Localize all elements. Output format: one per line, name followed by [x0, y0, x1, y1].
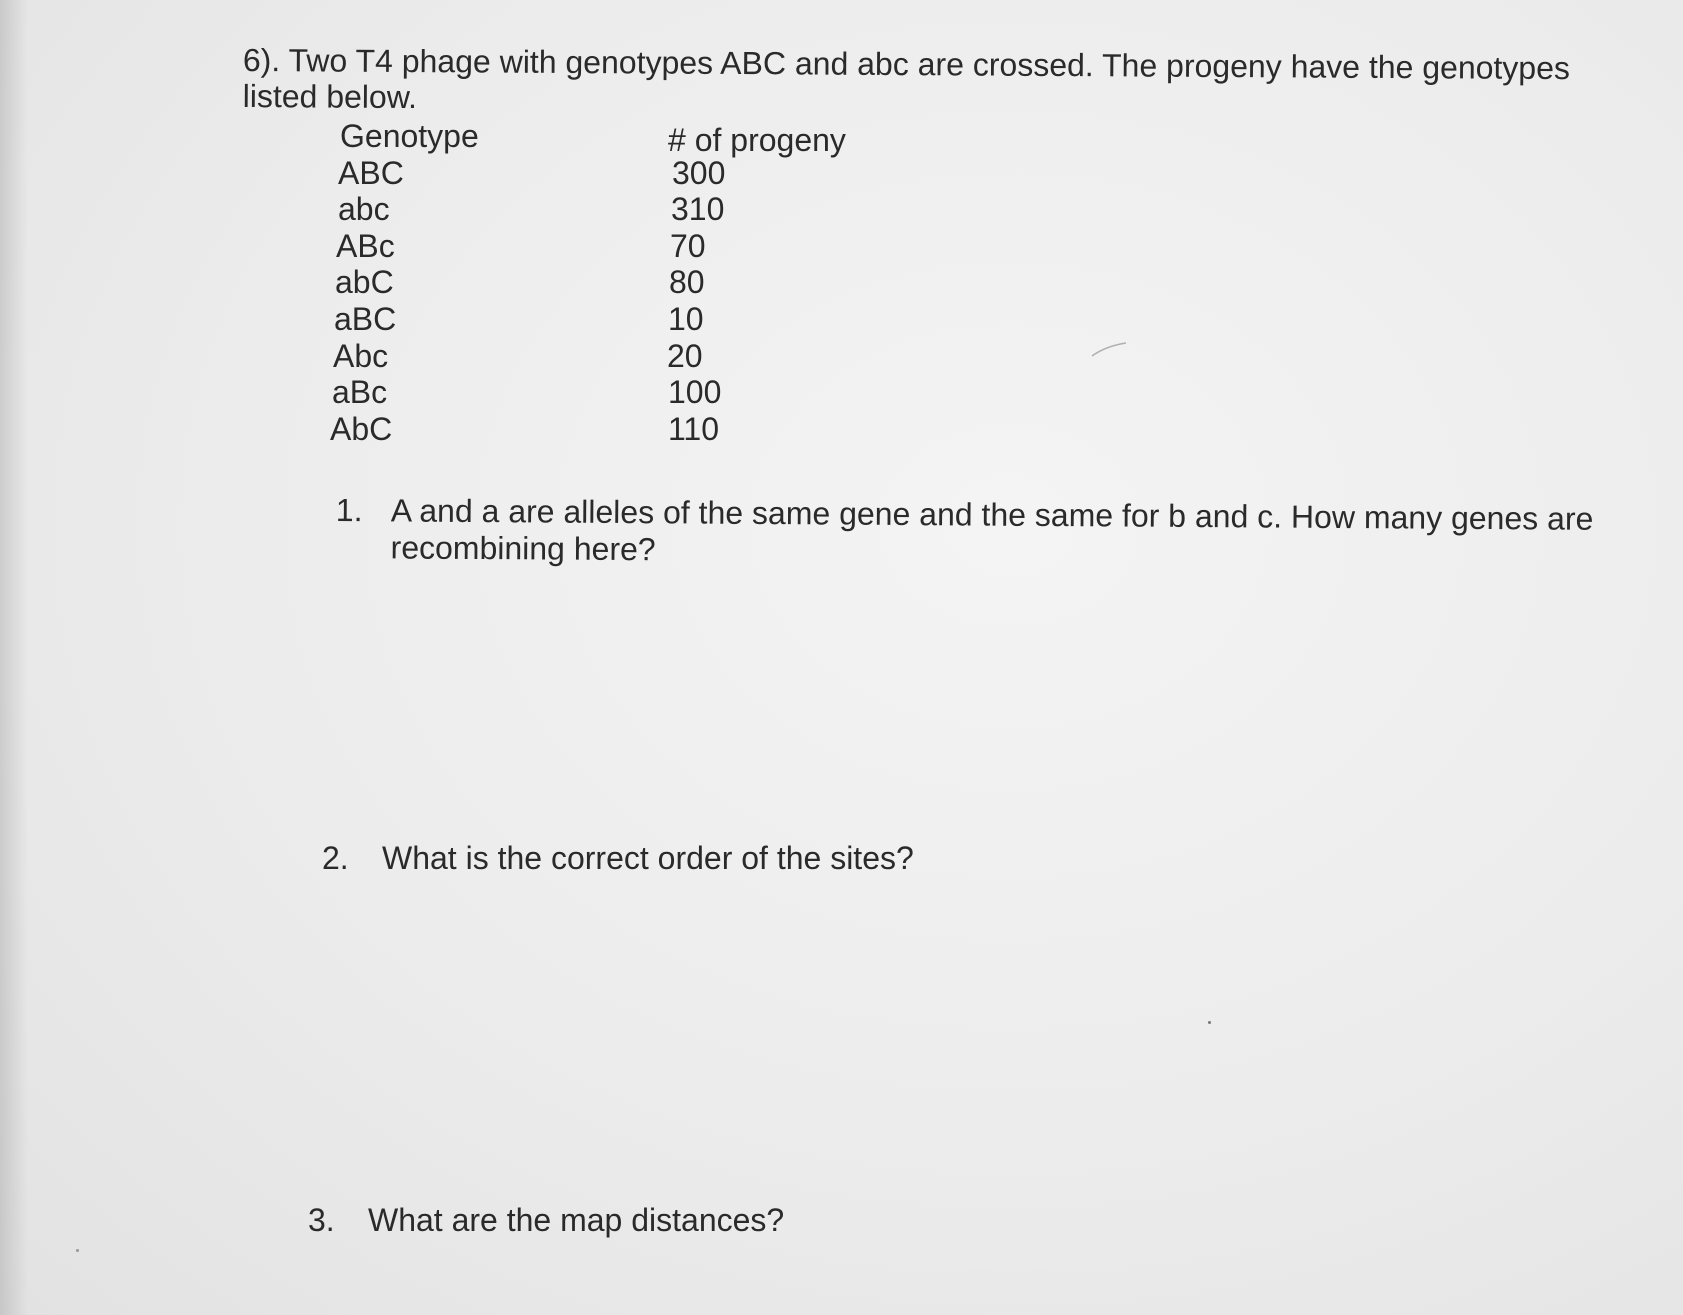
genotype-cell: ABC — [338, 154, 404, 191]
speck-mark — [76, 1249, 79, 1252]
count-cell: 80 — [669, 264, 705, 301]
page-edge-shadow — [0, 0, 28, 1315]
genotype-cell: AbC — [330, 410, 393, 447]
genotype-cell: abC — [335, 264, 394, 301]
count-cell: 110 — [668, 410, 720, 447]
question-1 — [335, 492, 1656, 568]
count-cell: 10 — [668, 300, 704, 337]
question-number: 3. — [308, 1202, 335, 1238]
question-number: 1. — [335, 492, 363, 529]
pen-stroke-mark — [1090, 340, 1130, 360]
genotype-cell: Abc — [333, 337, 389, 374]
genotype-cell: ABc — [336, 227, 395, 264]
count-cell: 310 — [671, 191, 725, 228]
header-genotype: Genotype — [340, 118, 479, 154]
question-text: A and a are alleles of the same gene and the same for b and c. How many genes are recombining here? — [390, 492, 1594, 568]
genotype-cell: abc — [338, 191, 390, 228]
question-number: 2. — [322, 840, 349, 876]
question-text: What are the map distances? — [368, 1202, 785, 1238]
count-cell: 300 — [672, 154, 726, 191]
speck-mark — [1208, 1021, 1211, 1024]
header-progeny-count: # of progeny — [668, 122, 846, 158]
count-cell: 100 — [668, 374, 722, 411]
count-cell: 20 — [667, 337, 703, 374]
question-text: What is the correct order of the sites? — [382, 840, 914, 876]
problem-intro: 6). Two T4 phage with genotypes ABC and abc are crossed. The progeny have the genotypes listed below. — [242, 42, 1571, 116]
count-cell: 70 — [670, 227, 706, 264]
genotype-cell: aBC — [334, 300, 397, 337]
genotype-cell: aBc — [332, 374, 388, 411]
